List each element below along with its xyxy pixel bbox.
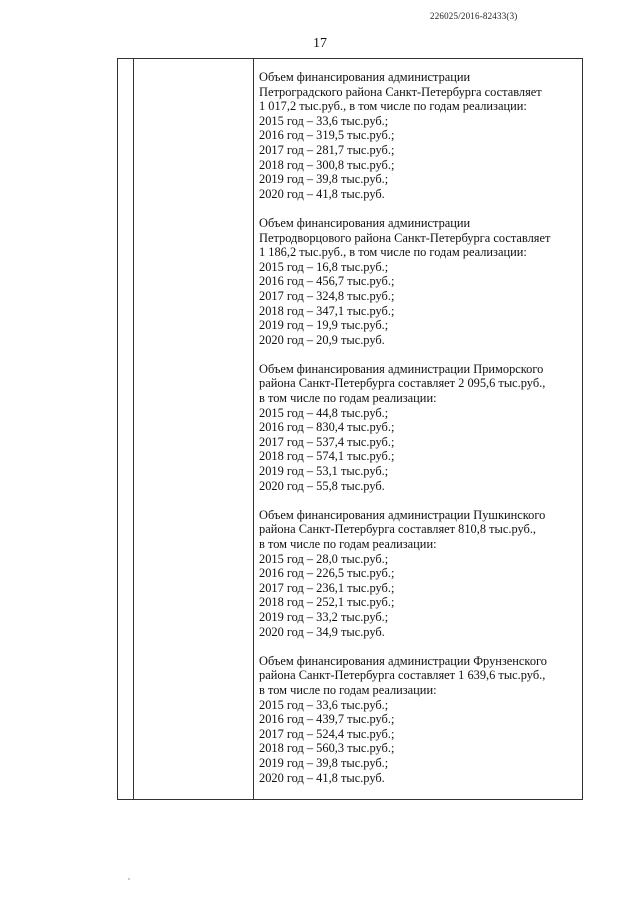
document-id: 226025/2016-82433(3) xyxy=(430,11,518,21)
block-text-line: Объем финансирования администрации Приморского xyxy=(259,361,544,376)
year-line: 2019 год – 39,8 тыс.руб.; xyxy=(259,755,389,770)
year-line: 2019 год – 39,8 тыс.руб.; xyxy=(259,172,389,187)
block-text-line: района Санкт-Петербурга составляет 810,8 тыс.руб., xyxy=(259,522,537,537)
financing-block-primorsky xyxy=(259,362,579,493)
year-line: 2020 год – 55,8 тыс.руб. xyxy=(259,478,385,493)
year-line: 2017 год – 281,7 тыс.руб.; xyxy=(259,142,395,157)
financing-table xyxy=(117,58,583,800)
year-line: 2018 год – 560,3 тыс.руб.; xyxy=(259,741,395,756)
year-line: 2015 год – 28,0 тыс.руб.; xyxy=(259,551,389,566)
year-line: 2017 год – 236,1 тыс.руб.; xyxy=(259,580,395,595)
block-text-line: Петродворцового района Санкт-Петербурга составляет xyxy=(259,230,551,245)
block-text-line: района Санкт-Петербурга составляет 2 095,6 тыс.руб., xyxy=(259,376,546,391)
year-line: 2020 год – 20,9 тыс.руб. xyxy=(259,332,385,347)
year-line: 2019 год – 53,1 тыс.руб.; xyxy=(259,464,389,479)
year-line: 2017 год – 324,8 тыс.руб.; xyxy=(259,288,395,303)
year-line: 2019 год – 19,9 тыс.руб.; xyxy=(259,318,389,333)
year-line: 2015 год – 33,6 тыс.руб.; xyxy=(259,697,389,712)
year-line: 2019 год – 33,2 тыс.руб.; xyxy=(259,609,389,624)
block-text-line: Объем финансирования администрации xyxy=(259,70,471,84)
year-line: 2016 год – 456,7 тыс.руб.; xyxy=(259,274,395,289)
year-line: 2015 год – 16,8 тыс.руб.; xyxy=(259,259,389,274)
block-text-line: в том числе по годам реализации: xyxy=(259,391,437,406)
scan-speck xyxy=(128,878,130,880)
block-text-line: 1 186,2 тыс.руб., в том числе по годам реализации: xyxy=(259,245,527,260)
financing-block-pushkinsky xyxy=(259,508,579,639)
block-text-line: Объем финансирования администрации xyxy=(259,215,471,230)
block-text-line: района Санкт-Петербурга составляет 1 639,6 тыс.руб., xyxy=(259,668,546,683)
year-line: 2018 год – 252,1 тыс.руб.; xyxy=(259,595,395,610)
year-line: 2017 год – 524,4 тыс.руб.; xyxy=(259,726,395,741)
column-divider xyxy=(133,59,134,799)
financing-block-petrogradsky xyxy=(259,70,579,201)
year-line: 2020 год – 41,8 тыс.руб. xyxy=(259,770,385,785)
block-text-line: 1 017,2 тыс.руб., в том числе по годам реализации: xyxy=(259,99,527,114)
year-line: 2016 год – 226,5 тыс.руб.; xyxy=(259,566,395,581)
year-line: 2020 год – 41,8 тыс.руб. xyxy=(259,186,385,201)
year-line: 2016 год – 319,5 тыс.руб.; xyxy=(259,128,395,143)
year-line: 2018 год – 574,1 тыс.руб.; xyxy=(259,449,395,464)
block-text-line: Объем финансирования администрации Фрунзенского xyxy=(259,653,547,668)
block-text-line: Объем финансирования администрации Пушкинского xyxy=(259,507,546,522)
page-number: 17 xyxy=(313,36,327,51)
financing-cell xyxy=(259,70,579,800)
column-divider xyxy=(253,59,254,799)
financing-block-petrodvortsovy xyxy=(259,216,579,347)
financing-block-frunzensky xyxy=(259,654,579,785)
year-line: 2020 год – 34,9 тыс.руб. xyxy=(259,624,385,639)
year-line: 2017 год – 537,4 тыс.руб.; xyxy=(259,434,395,449)
year-line: 2016 год – 439,7 тыс.руб.; xyxy=(259,712,395,727)
year-line: 2015 год – 44,8 тыс.руб.; xyxy=(259,405,389,420)
block-text-line: в том числе по годам реализации: xyxy=(259,682,437,697)
year-line: 2016 год – 830,4 тыс.руб.; xyxy=(259,420,395,435)
year-line: 2018 год – 300,8 тыс.руб.; xyxy=(259,157,395,172)
year-line: 2015 год – 33,6 тыс.руб.; xyxy=(259,113,389,128)
block-text-line: Петроградского района Санкт-Петербурга составляет xyxy=(259,84,542,99)
year-line: 2018 год – 347,1 тыс.руб.; xyxy=(259,303,395,318)
block-text-line: в том числе по годам реализации: xyxy=(259,537,437,551)
